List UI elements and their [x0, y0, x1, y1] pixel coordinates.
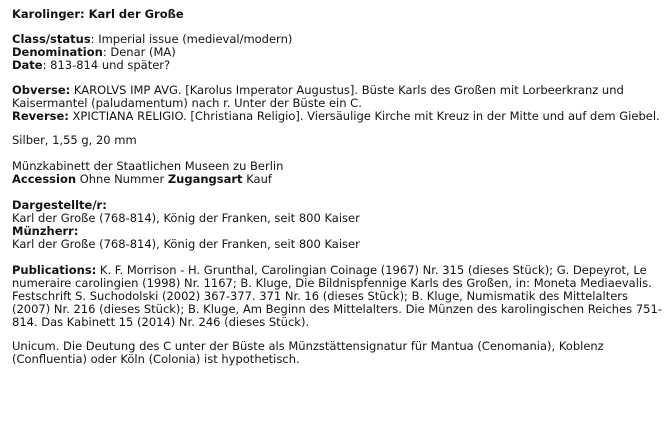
accession-line: [12, 173, 663, 186]
date-line: [12, 59, 663, 72]
reverse-label: Reverse:: [12, 109, 69, 123]
denomination-label: Denomination: [12, 45, 103, 59]
physical-line: Silber, 1,55 g, 20 mm: [12, 133, 137, 147]
reverse-text: XPICTIANA RELIGIO. [Christiana Religio]. Viersäulige Kirche mit Kreuz in der Mitte und auf dem Giebel.: [68, 109, 660, 123]
publications-paragraph: [12, 264, 663, 329]
munzherr-value: Karl der Große (768-814), König der Franken, seit 800 Kaiser: [12, 237, 360, 251]
denomination-value: : Denar (MA): [102, 45, 176, 59]
persons-section: [12, 199, 663, 251]
publications-text: K. F. Morrison - H. Grunthal, Carolingian Coinage (1967) Nr. 315 (dieses Stück); G. Depeyrot, Le numeraire carolingien (1998) Nr. 1167; B. Kluge, Die Bildnispfennige Karls des Großen, in: Moneta Mediaevalis. Festschrift S. Suchodolski (2002) 367-377. 371 Nr. 16 (dieses Stück); B. Kluge, Numismatik des Mittelalters (2007) Nr. 216 (dieses Stück); B. Kluge, Am Beginn des Mittelalters. Die Münzen des karolingischen Reiches 751-814. Das Kabinett 15 (2014) Nr. 246 (dieses Stück).: [12, 263, 662, 329]
zugangsart-label: Zugangsart: [167, 172, 243, 186]
accession-value: Ohne Nummer: [76, 172, 168, 186]
reverse-paragraph: [12, 110, 663, 123]
record-title: Karolinger: Karl der Große: [12, 7, 184, 21]
zugangsart-value: Kauf: [242, 172, 272, 186]
obverse-label: Obverse:: [12, 83, 71, 97]
date-label: Date: [12, 58, 43, 72]
collection-section: [12, 160, 663, 186]
dargestellte-label: Dargestellte/r:: [12, 198, 107, 212]
accession-label: Accession: [12, 172, 77, 186]
obverse-paragraph: [12, 84, 663, 110]
date-value: : 813-814 und später?: [42, 58, 171, 72]
munzherr-label: Münzherr:: [12, 224, 79, 238]
dargestellte-value: Karl der Große (768-814), König der Franken, seit 800 Kaiser: [12, 211, 360, 225]
note-paragraph: Unicum. Die Deutung des C unter der Büste als Münzstättensignatur für Mantua (Cenomania), Koblenz (Confluentia) oder Köln (Colonia) ist hypothetisch.: [12, 339, 604, 366]
class-status-value: : Imperial issue (medieval/modern): [90, 32, 293, 46]
publications-label: Publications:: [12, 263, 97, 277]
obverse-text: KAROLVS IMP AVG. [Karolus Imperator Augustus]. Büste Karls des Großen mit Lorbeerkranz und Kaisermantel (paludamentum) nach r. Unter der Büste ein C.: [12, 83, 624, 110]
meta-section: [12, 33, 663, 72]
description-section: [12, 84, 663, 123]
museum-line: Münzkabinett der Staatlichen Museen zu Berlin: [12, 159, 284, 173]
class-status-label: Class/status: [12, 32, 91, 46]
